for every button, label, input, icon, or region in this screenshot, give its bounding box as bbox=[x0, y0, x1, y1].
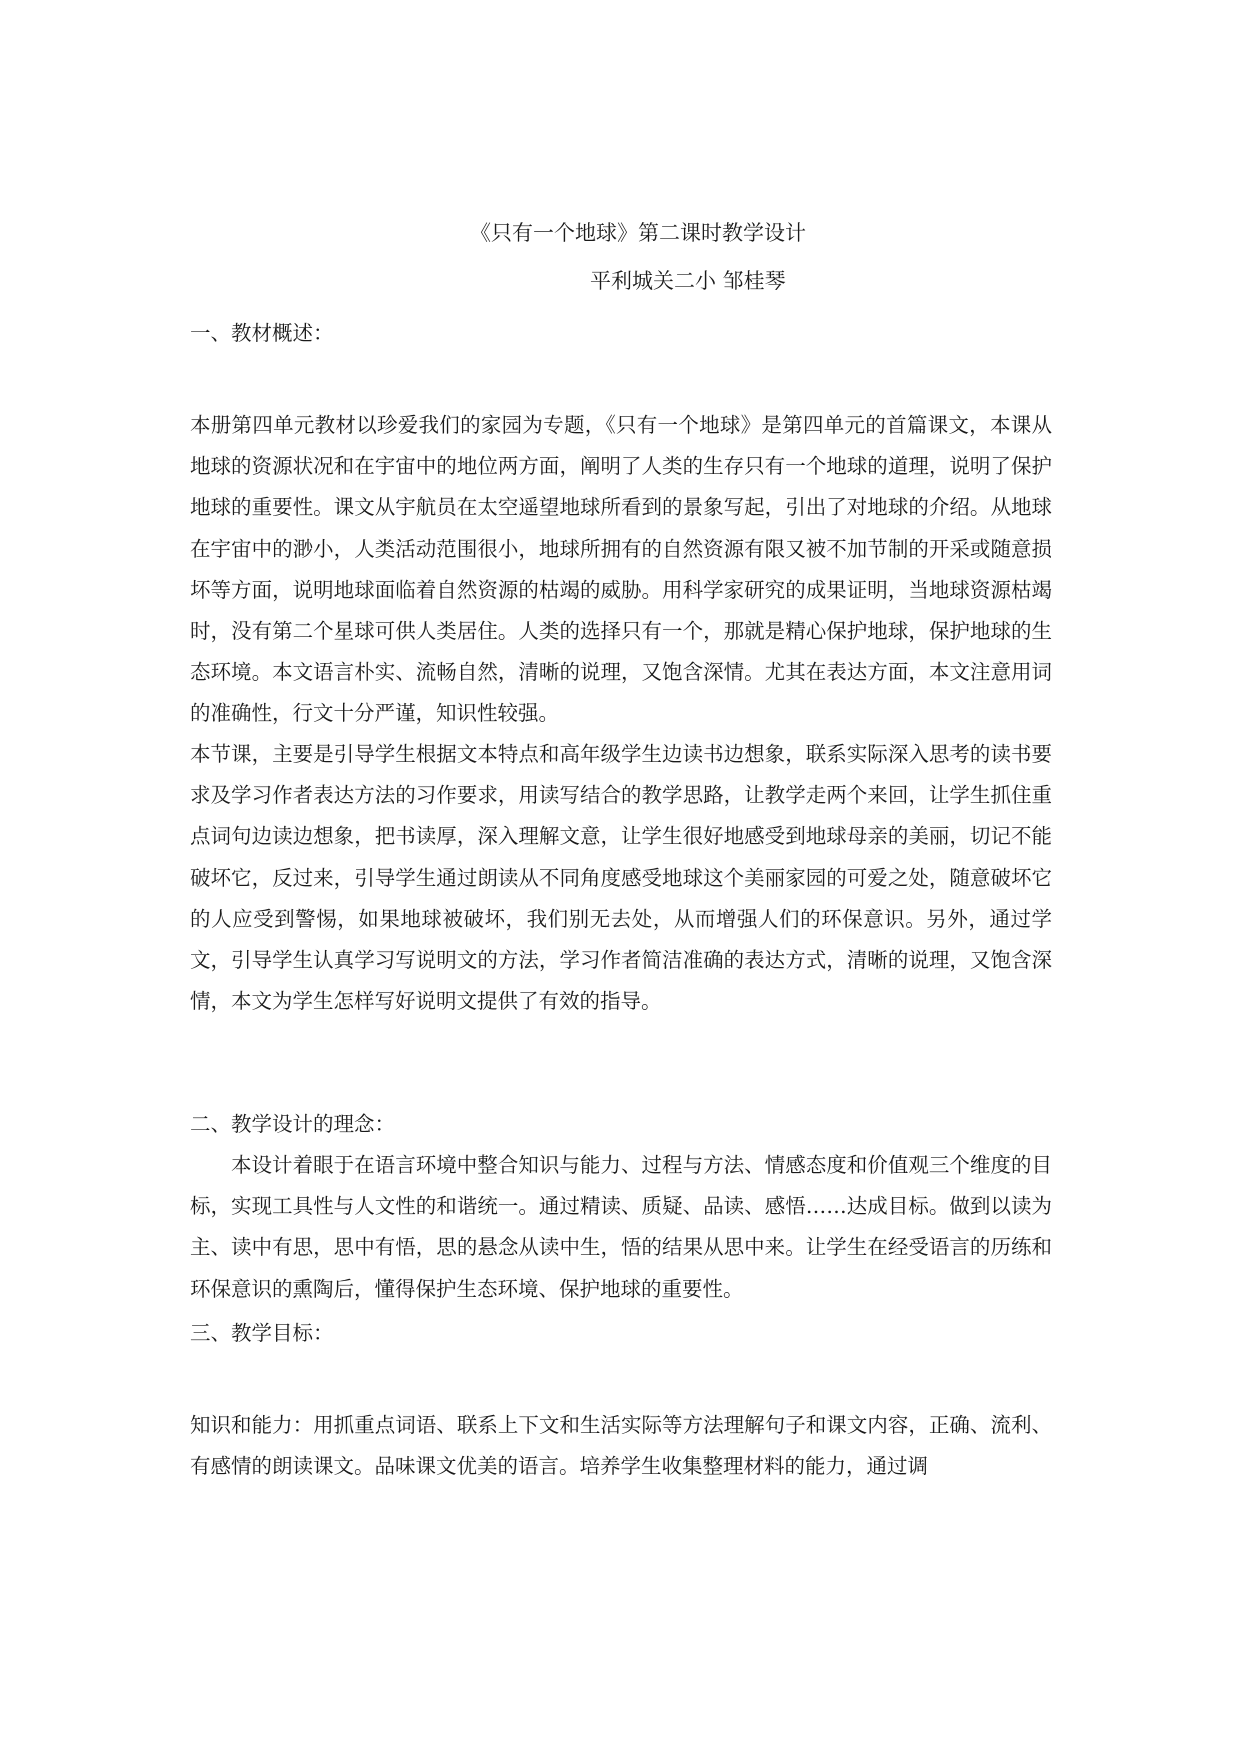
section-1-paragraph-2: 本节课，主要是引导学生根据文本特点和高年级学生边读书边想象，联系实际深入思考的读书要求及学习作者表达方法的习作要求，用读写结合的教学思路，让教学走两个来回，让学生抓住重点词句边读边想象，把书读厚，深入理解文意，让学生很好地感受到地球母亲的美丽，切记不能破坏它，反过来，引导学生通过朗读从不同角度感受地球这个美丽家园的可爱之处，随意破坏它的人应受到警惕，如果地球被破坏，我们别无去处，从而增强人们的环保意识。另外，通过学文，引导学生认真学习写说明文的方法，学习作者简洁准确的表达方式，清晰的说理，又饱含深情，本文为学生怎样写好说明文提供了有效的指导。 bbox=[190, 742, 1052, 1014]
section-2-heading: 二、教学设计的理念： bbox=[190, 1112, 395, 1136]
section-3-heading: 三、教学目标： bbox=[190, 1321, 334, 1345]
section-1-paragraph-1: 本册第四单元教材以珍爱我们的家园为专题，《只有一个地球》是第四单元的首篇课文，本课从地球的资源状况和在宇宙中的地位两方面，阐明了人类的生存只有一个地球的道理，说明了保护地球的重要性。课文从宇航员在太空遥望地球所看到的景象写起，引出了对地球的介绍。从地球在宇宙中的渺小，人类活动范围很小，地球所拥有的自然资源有限又被不加节制的开采或随意损坏等方面，说明地球面临着自然资源的枯竭的威胁。用科学家研究的成果证明，当地球资源枯竭时，没有第二个星球可供人类居住。人类的选择只有一个，那就是精心保护地球，保护地球的生态环境。本文语言朴实、流畅自然，清晰的说理，又饱含深情。尤其在表达方面，本文注意用词的准确性，行文十分严谨，知识性较强。 bbox=[190, 413, 1052, 726]
section-2-paragraph-1: 本设计着眼于在语言环境中整合知识与能力、过程与方法、情感态度和价值观三个维度的目标，实现工具性与人文性的和谐统一。通过精读、质疑、品读、感悟……达成目标。做到以读为主、读中有思，思中有悟，思的悬念从读中生，悟的结果从思中来。让学生在经受语言的历练和环保意识的熏陶后，懂得保护生态环境、保护地球的重要性。 bbox=[190, 1153, 1052, 1301]
section-3-paragraph-1: 知识和能力：用抓重点词语、联系上下文和生活实际等方法理解句子和课文内容，正确、流利、有感情的朗读课文。品味课文优美的语言。培养学生收集整理材料的能力，通过调 bbox=[190, 1413, 1052, 1479]
section-1-heading: 一、教材概述： bbox=[190, 321, 334, 345]
document-title: 《只有一个地球》第二课时教学设计 bbox=[470, 221, 806, 245]
document-author: 平利城关二小 邹桂琴 bbox=[590, 269, 786, 293]
